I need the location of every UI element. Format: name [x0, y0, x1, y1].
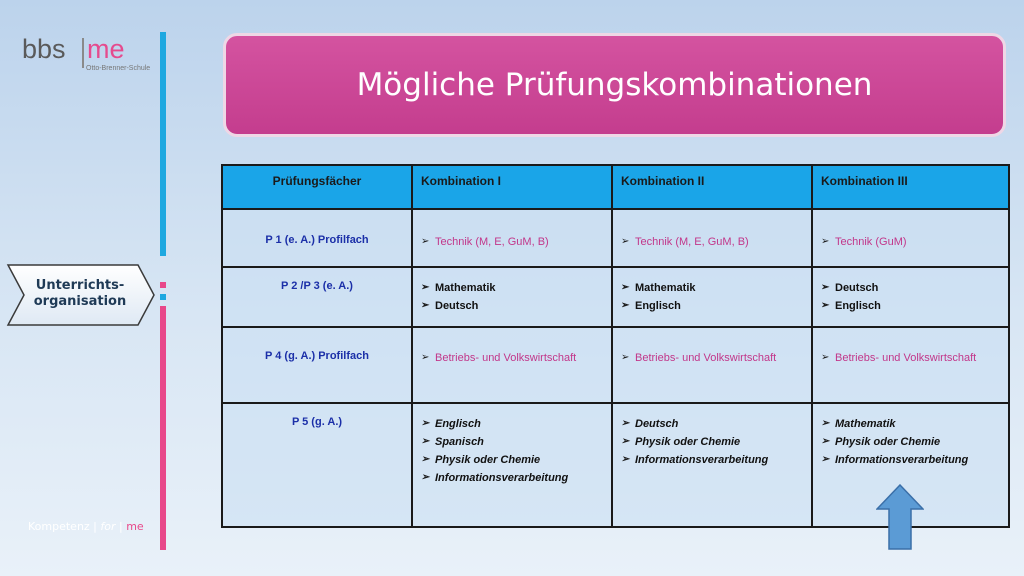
logo-subtitle: Otto-Brenner-Schule	[86, 65, 151, 72]
list-item: ➢ Physik oder Chemie	[421, 452, 603, 468]
combo-cell	[412, 327, 612, 403]
list-item: ➢ Spanisch	[421, 434, 603, 450]
page-title: Mögliche Prüfungskombinationen	[356, 67, 873, 103]
list-item: ➢ Betriebs- und Volkswirtschaft	[821, 350, 1000, 366]
list-item: ➢ Mathematik	[621, 280, 803, 296]
footer-part1: Kompetenz |	[28, 520, 101, 533]
vertical-bar-blue	[160, 32, 166, 256]
table-row	[222, 209, 1009, 267]
combo-cell	[412, 403, 612, 527]
combo-cell	[412, 267, 612, 327]
list-item: ➢ Englisch	[421, 416, 603, 432]
combo-list	[421, 280, 603, 314]
badge-label	[20, 278, 140, 310]
logo-separator	[82, 38, 84, 68]
combo-list	[421, 234, 603, 250]
list-item: ➢ Betriebs- und Volkswirtschaft	[421, 350, 603, 366]
vertical-bar-blue-dot	[160, 294, 166, 300]
combo-cell	[812, 327, 1009, 403]
logo-me-text: me	[87, 34, 125, 64]
table-row	[222, 267, 1009, 327]
list-item: ➢ Informationsverarbeitung	[621, 452, 803, 468]
combo-list	[621, 234, 803, 250]
combo-list	[821, 416, 1000, 468]
combo-cell	[612, 327, 812, 403]
list-item: ➢ Technik (M, E, GuM, B)	[421, 234, 603, 250]
badge-label-line2: organisation	[33, 294, 127, 309]
list-item: ➢ Englisch	[821, 298, 1000, 314]
header-kombination-3: Kombination III	[812, 165, 1009, 209]
list-item: ➢ Englisch	[621, 298, 803, 314]
combo-list	[821, 350, 1000, 366]
badge-label-line1: Unterrichts-	[35, 278, 125, 293]
header-kombination-1: Kombination I	[412, 165, 612, 209]
footer-tagline	[28, 520, 144, 533]
list-item: ➢ Physik oder Chemie	[621, 434, 803, 450]
logo-bbs-text: bbs	[22, 34, 66, 64]
combo-list	[821, 234, 1000, 250]
list-item: ➢ Informationsverarbeitung	[821, 452, 1000, 468]
fach-cell: P 4 (g. A.) Profilfach	[222, 327, 412, 403]
list-item: ➢ Mathematik	[821, 416, 1000, 432]
combo-list	[421, 350, 603, 366]
header-pruefungsfaecher: Prüfungsfächer	[222, 165, 412, 209]
bbs-me-logo	[22, 34, 162, 78]
combo-cell	[812, 209, 1009, 267]
up-arrow-shape	[876, 484, 924, 550]
fach-cell: P 5 (g. A.)	[222, 403, 412, 527]
combo-list	[421, 416, 603, 486]
table-row	[222, 327, 1009, 403]
up-arrow-icon[interactable]	[876, 484, 924, 550]
footer-part4: me	[126, 520, 144, 533]
header-kombination-2: Kombination II	[612, 165, 812, 209]
list-item: ➢ Informationsverarbeitung	[421, 470, 603, 486]
list-item: ➢ Deutsch	[421, 298, 603, 314]
vertical-bar-pink-dot	[160, 282, 166, 288]
title-banner	[223, 33, 1006, 137]
combo-cell	[612, 209, 812, 267]
list-item: ➢ Mathematik	[421, 280, 603, 296]
list-item: ➢ Deutsch	[821, 280, 1000, 296]
vertical-bar-pink	[160, 306, 166, 550]
combo-cell	[412, 209, 612, 267]
combo-cell	[612, 267, 812, 327]
list-item: ➢ Betriebs- und Volkswirtschaft	[621, 350, 803, 366]
combo-cell	[612, 403, 812, 527]
combo-list	[621, 280, 803, 314]
fach-cell: P 2 /P 3 (e. A.)	[222, 267, 412, 327]
fach-cell: P 1 (e. A.) Profilfach	[222, 209, 412, 267]
combo-list	[621, 350, 803, 366]
list-item: ➢ Technik (GuM)	[821, 234, 1000, 250]
combo-cell	[812, 267, 1009, 327]
exam-combinations-table	[221, 164, 1010, 528]
footer-part3: |	[115, 520, 127, 533]
combo-list	[821, 280, 1000, 314]
combo-list	[621, 416, 803, 468]
list-item: ➢ Technik (M, E, GuM, B)	[621, 234, 803, 250]
section-badge-unterrichtsorganisation[interactable]	[6, 264, 156, 326]
footer-part2: for	[100, 520, 116, 533]
table-header-row	[222, 165, 1009, 209]
list-item: ➢ Deutsch	[621, 416, 803, 432]
list-item: ➢ Physik oder Chemie	[821, 434, 1000, 450]
